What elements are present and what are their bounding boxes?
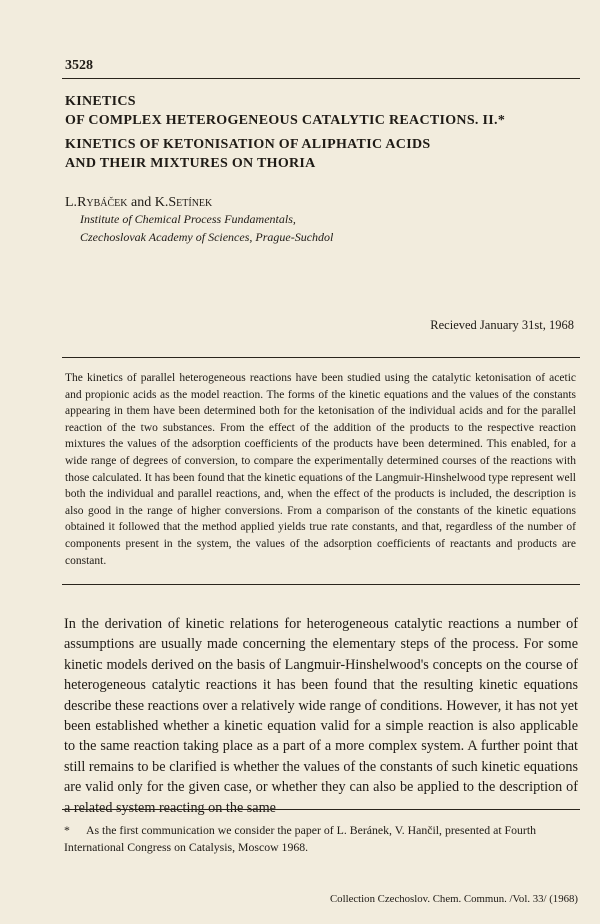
footnote <box>64 822 578 856</box>
author1-initial: L. <box>65 195 78 210</box>
body-text: In the derivation of kinetic relations for heterogeneous catalytic reactions a number of assumptions are usually made concerning the elementary steps of the process. For some kinetic models derived on the basis of Langmuir-Hinshelwood's concepts on the course of heterogeneous catalytic reactions it has been found that the resulting kinetic equations describe these reactions over a relatively wide range of conditions. However, it has not yet been established whether a kinetic equation valid for a simple reaction is also applicable to the same reaction taking place as a part of a more complex system. A further point that still remains to be clarified is whether the values of the constants of such kinetic equations are valid only for the given case, or whether they can also be applied to the description of a related system reacting on the same <box>64 616 578 816</box>
authors <box>65 195 212 211</box>
title-line-2: OF COMPLEX HETEROGENEOUS CATALYTIC REACTIONS. II.* <box>65 113 506 128</box>
affiliation-line-2: Czechoslovak Academy of Sciences, Prague-Suchdol <box>80 230 334 244</box>
affiliation-line-1: Institute of Chemical Process Fundamentals, <box>80 212 296 226</box>
title-line-3: KINETICS OF KETONISATION OF ALIPHATIC ACIDS <box>65 137 431 152</box>
abstract: The kinetics of parallel heterogeneous reactions have been studied using the catalytic ketonisation of acetic and propionic acids as the model reaction. The forms of the kinetic equations and the values of the constants appearing in them have been determined both for the ketonisation of the individual acids and for the parallel reaction of the two substances. From the effect of the addition of the products to the respective reaction mixtures the values of the adsorption coefficients of the products have been determined. This enabled, for a wide range of degrees of conversion, to compare the experimentally determined courses of the reactions with those calculated. It has been found that the kinetic equations of the Langmuir-Hinshelwood type represent well both the individual and parallel reactions, and, when the effect of the products is included, the description is also good in the range of higher conversions. From a comparison of the constants of the kinetic equations obtained it followed that the method applied yields true rate constants, and that, regardless of the number of components present in the system, the values of the adsorption coefficients of reactants and products are constant. <box>65 372 576 567</box>
author2-initial: K. <box>154 195 169 210</box>
abstract-bottom-rule <box>62 584 580 585</box>
header-rule <box>62 78 580 79</box>
page-number: 3528 <box>65 58 93 73</box>
abstract-top-rule <box>62 357 580 358</box>
authors-and: and <box>131 195 152 210</box>
footnote-text: As the first communication we consider the paper of L. Beránek, V. Hančil, presented at Fourth International Congress on Catalysis, Moscow 1968. <box>64 823 537 854</box>
received-date: Recieved January 31st, 1968 <box>430 318 574 332</box>
title-line-1: KINETICS <box>65 94 136 109</box>
title-line-4: AND THEIR MIXTURES ON THORIA <box>65 156 316 171</box>
author2-name: Setínek <box>168 195 213 210</box>
journal-citation: Collection Czechoslov. Chem. Commun. /Vol. 33/ (1968) <box>329 893 578 905</box>
author1-name: Rybáček <box>77 195 128 210</box>
affiliation <box>80 210 333 246</box>
footnote-mark: * <box>64 823 70 837</box>
footnote-rule <box>62 809 580 810</box>
